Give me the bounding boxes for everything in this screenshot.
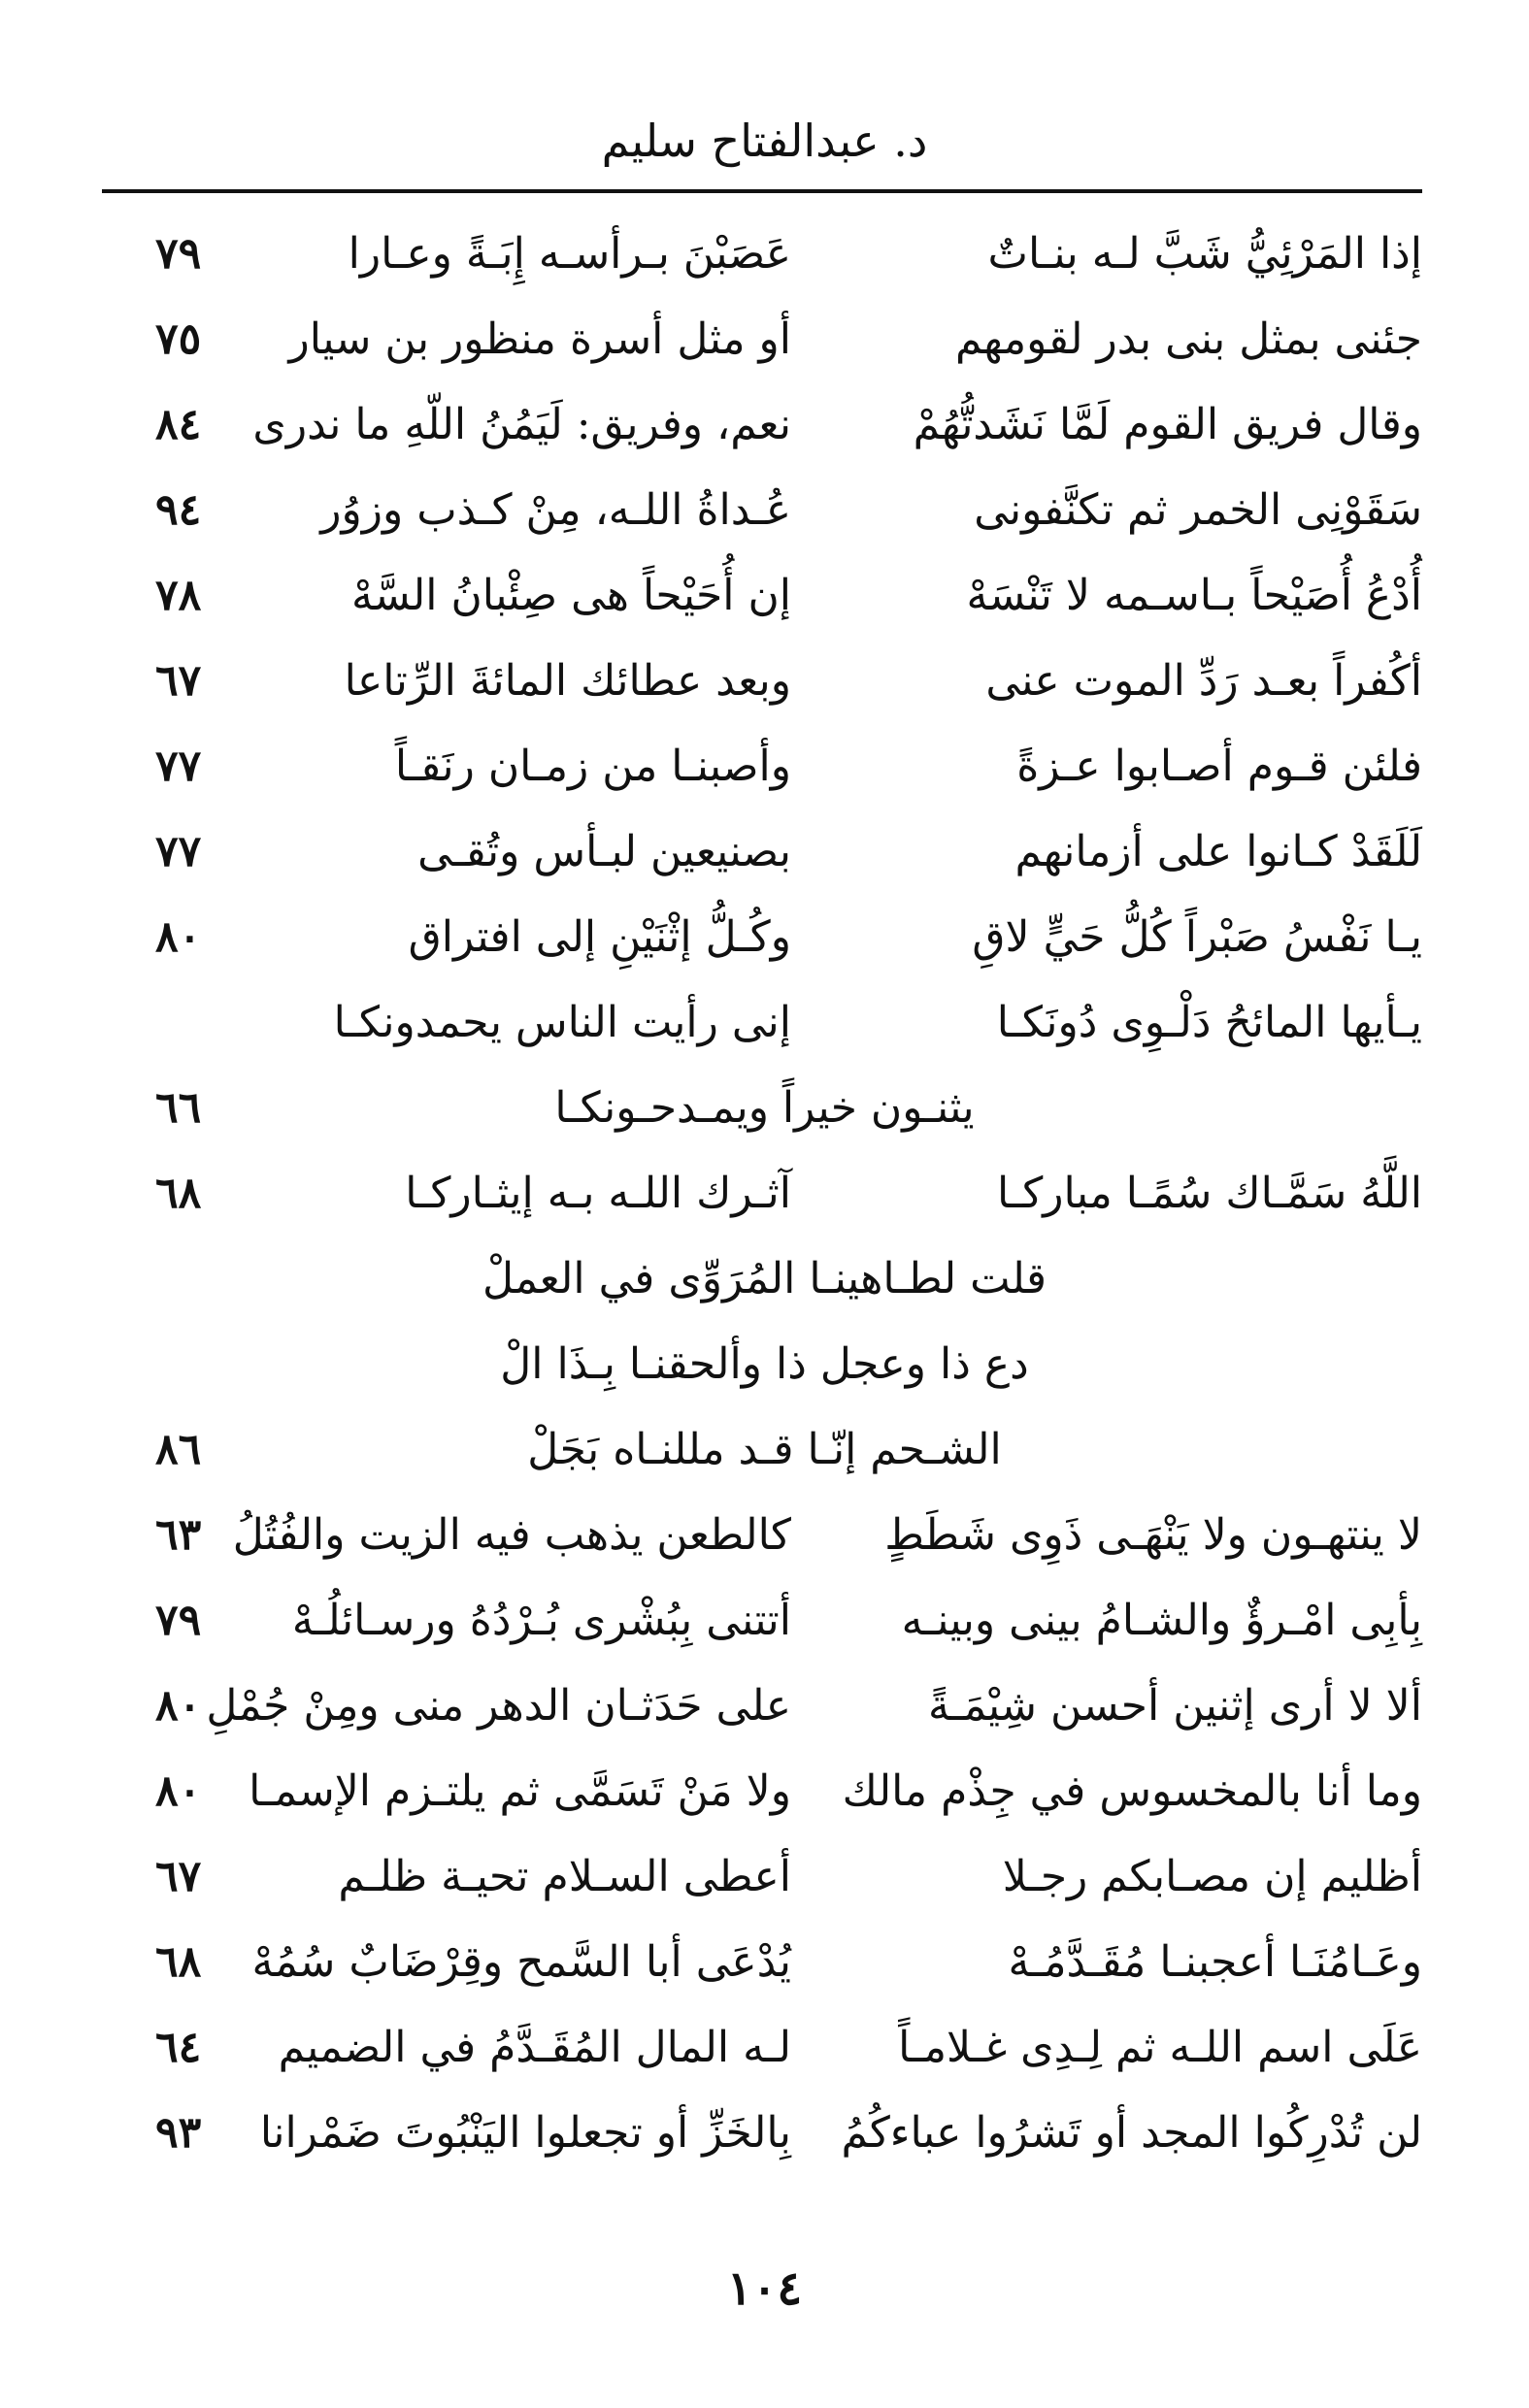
first-hemistich: فلئن قـوم أصـابوا عـزةً [1016, 742, 1422, 791]
centered-verse: يثنـون خيراً ويمـدحـونكـا [554, 1083, 975, 1133]
page-reference: ٦٦ [155, 1083, 202, 1133]
verse-line [0, 2091, 1529, 2176]
verse-line [0, 1834, 1529, 1920]
verse-line [0, 468, 1529, 553]
second-hemistich: لـه المال المُقَـدَّمُ في الضميم [278, 2023, 791, 2072]
second-hemistich: وبعد عطائك المائةَ الرِّتاعا [344, 656, 791, 706]
verse-line [0, 1664, 1529, 1749]
page-reference: ٦٧ [155, 656, 202, 706]
page-reference: ٦٧ [155, 1852, 202, 1901]
page-reference: ٧٧ [155, 827, 202, 876]
second-hemistich: وكُـلُّ إثْنَيْنِ إلى افتراق [408, 912, 791, 962]
page-reference: ٨٤ [155, 400, 202, 449]
verse-line [0, 212, 1529, 297]
first-hemistich: يـأيها المائحُ دَلْـوِى دُونَكـا [996, 998, 1422, 1047]
verse-line [0, 297, 1529, 382]
first-hemistich: وقال فريق القوم لَمَّا نَشَدتُّهُمْ [913, 400, 1422, 449]
second-hemistich: بصنيعين لبـأس وتُقـى [417, 827, 791, 876]
verse-line [0, 1749, 1529, 1834]
first-hemistich: اللَّهُ سَمَّـاك سُمًـا مباركـا [997, 1169, 1422, 1218]
verse-line [0, 382, 1529, 468]
page-reference: ٨٠ [155, 1681, 202, 1731]
second-hemistich: بِالخَزِّ أو تجعلوا اليَنْبُوتَ ضَمْرانا [259, 2108, 791, 2158]
centered-verse: الشـحم إنّـا قـد مللنـاه بَجَلْ [527, 1425, 1002, 1474]
verse-line [0, 1493, 1529, 1578]
page-reference: ٧٧ [155, 742, 202, 791]
running-header [0, 115, 1529, 167]
page-number: ١٠٤ [726, 2261, 803, 2316]
verse-line [0, 980, 1529, 1066]
second-hemistich: إنى رأيت الناس يحمدونكـا [333, 998, 791, 1047]
first-hemistich: جئنى بمثل بنى بدر لقومهم [955, 314, 1422, 364]
first-hemistich: أظليم إن مصـابكم رجـلا [1002, 1852, 1422, 1901]
verse-line [0, 1322, 1529, 1407]
page-reference: ٩٤ [155, 485, 202, 535]
first-hemistich: وعَـامُنَـا أعجبنـا مُقَـدَّمُـهْ [1008, 1937, 1422, 1987]
verse-line [0, 809, 1529, 895]
verse-line [0, 639, 1529, 724]
verse-list [0, 212, 1529, 2176]
verse-line [0, 1407, 1529, 1493]
verse-line [0, 895, 1529, 980]
first-hemistich: لا ينتهـون ولا يَنْهَـى ذَوِى شَطَطٍ [884, 1510, 1422, 1560]
second-hemistich: ولا مَنْ تَسَمَّى ثم يلتـزم الإسمـا [249, 1766, 791, 1816]
first-hemistich: سَقَوْنِى الخمر ثم تكنَّفونى [974, 485, 1422, 535]
page-reference: ٨٠ [155, 1766, 202, 1816]
page-reference: ٧٨ [155, 571, 202, 620]
verse-line [0, 1237, 1529, 1322]
second-hemistich: كالطعن يذهب فيه الزيت والفُتُلُ [232, 1510, 791, 1560]
page-reference: ٦٨ [155, 1937, 202, 1987]
second-hemistich: إن أُحَيْحاً هى صِئْبانُ السَّهْ [351, 571, 791, 620]
second-hemistich: على حَدَثـان الدهر منى ومِنْ جُمْلِ [206, 1681, 791, 1731]
page-reference: ٧٩ [155, 1596, 202, 1645]
second-hemistich: نعم، وفريق: لَيَمُنُ اللّهِ ما ندرى [252, 400, 791, 449]
second-hemistich: يُدْعَى أبا السَّمح وقِرْضَابٌ سُمُهْ [251, 1937, 791, 1987]
first-hemistich: بِأبِى امْـرؤٌ والشـامُ بينى وبينـه [901, 1596, 1422, 1645]
first-hemistich: لَلَقَدْ كـانوا على أزمانهم [1014, 827, 1422, 876]
author-name: د. عبدالفتاح سليم [601, 115, 928, 167]
verse-line [0, 1066, 1529, 1151]
second-hemistich: وأصبنـا من زمـان رنَقـاً [394, 742, 791, 791]
page-reference: ٦٤ [155, 2023, 202, 2072]
verse-line [0, 724, 1529, 809]
second-hemistich: عُـداةُ اللـه، مِنْ كـذب وزوُر [320, 485, 791, 535]
second-hemistich: آثـرك اللـه بـه إيثـاركـا [405, 1169, 791, 1218]
first-hemistich: عَلَى اسم اللـه ثم لِـدِى غـلامـاً [898, 2023, 1422, 2072]
first-hemistich: وما أنا بالمخسوس في جِذْم مالك [842, 1766, 1422, 1816]
verse-line [0, 553, 1529, 639]
verse-line [0, 2005, 1529, 2091]
verse-line [0, 1578, 1529, 1664]
second-hemistich: أو مثل أسرة منظور بن سيار [288, 314, 791, 364]
first-hemistich: ألا لا أرى إثنين أحسن شِيْمَـةً [927, 1681, 1422, 1731]
centered-verse: دع ذا وعجل ذا وألحقنـا بِـذَا الْ [500, 1339, 1029, 1389]
first-hemistich: يـا نَفْسُ صَبْراً كُلُّ حَيٍّ لاقِ [972, 912, 1422, 962]
first-hemistich: أكُفراً بعـد رَدِّ الموت عنى [985, 656, 1422, 706]
page-reference: ٩٣ [155, 2108, 202, 2158]
second-hemistich: أتتنى بِبُشْرى بُـرْدُهُ ورسـائلُـهْ [291, 1596, 791, 1645]
page-reference: ٦٨ [155, 1169, 202, 1218]
first-hemistich: أُدْعُ أُصَيْحاً بـاسـمه لا تَنْسَهْ [966, 571, 1422, 620]
verse-line [0, 1151, 1529, 1237]
page-reference: ٧٥ [155, 314, 202, 364]
page-reference: ٧٩ [155, 229, 202, 279]
page-reference: ٦٣ [155, 1510, 202, 1560]
header-rule [102, 189, 1422, 193]
second-hemistich: أعطى السـلام تحيـة ظلـم [338, 1852, 791, 1901]
verse-line [0, 1920, 1529, 2005]
page-reference: ٨٠ [155, 912, 202, 962]
page-footer [0, 2261, 1529, 2316]
centered-verse: قلت لطـاهينـا المُرَوِّى في العملْ [482, 1254, 1047, 1303]
first-hemistich: لن تُدْرِكُوا المجد أو تَشرُوا عباءكُمُ [841, 2108, 1422, 2158]
first-hemistich: إذا المَرْئِيُّ شَبَّ لـه بنـاتٌ [987, 229, 1422, 279]
second-hemistich: عَصَبْنَ بـرأسـه إِبَـةً وعـارا [348, 229, 791, 279]
page-reference: ٨٦ [155, 1425, 202, 1474]
